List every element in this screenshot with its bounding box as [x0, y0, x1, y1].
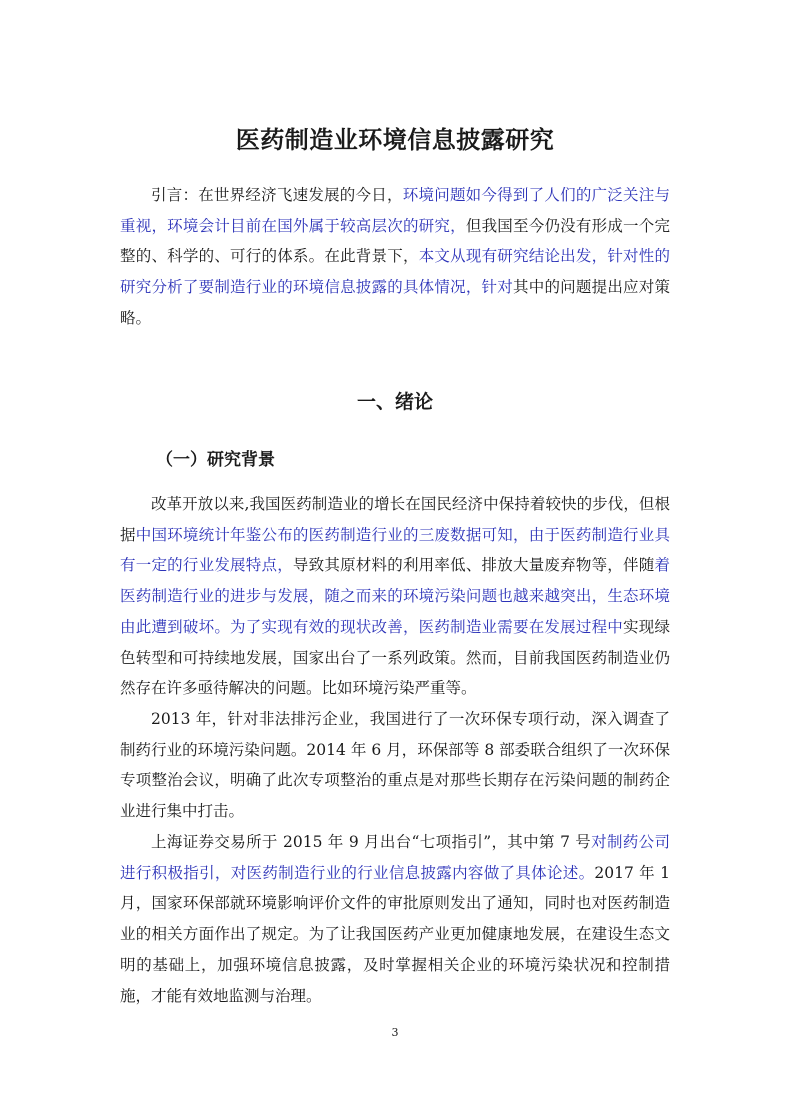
subsection-heading: （一）研究背景 [156, 450, 275, 470]
para1-text-3: 实现绿色转型和可持续地发展，国家出台了一系列政策。然而，目前我国医药制造业仍然存在许多亟待解决的问题。比如环境污染严重等。 [120, 617, 670, 698]
document-title: 医药制造业环境信息披露研究 [235, 126, 555, 154]
para3-highlight-1: 对制药公司进行积极指引，对医药制造行业的行业信息披露内容做了具体论述。 [120, 833, 670, 882]
background-paragraph-2: 2013 年，针对非法排污企业，我国进行了一次环保专项行动，深入调查了制药行业的环境污染问题。2014 年 6 月，环保部等 8 部委联合组织了一次环保专项整治会议，明确了此次专项整治的重点是对那些长期存在污染问题的制药企业进行集中打击。 [120, 710, 670, 821]
page-number: 3 [391, 1026, 399, 1039]
intro-highlight-2: 本文从现有研究结论出发，针对性的研究分析了要制造行业的环境信息披露的具体情况，针对 [120, 247, 670, 297]
section-heading: 一、绪论 [356, 391, 433, 413]
para3-text-2: 2017 年 1 月，国家环保部就环境影响评价文件的审批原则发出了通知，同时也对医药制造业的相关方面作出了规定。为了让我国医药产业更加健康地发展，在建设生态文明的基础上，加强环境信息披露，及时掌握相关企业的环境污染状况和控制措施，才能有效地监测与治理。 [120, 863, 670, 1005]
para1-text-2: 导致其原材料的利用率低、排放大量废弃物等，伴随 [292, 556, 655, 575]
background-paragraph-3 [120, 827, 670, 1011]
para1-highlight-2: 着医药制造行业的进步与发展，随之而来的环境污染问题也越来越突出，生态环境由此遭到破坏。为了实现有效的现状改善，医药制造业需要在发展过程中 [120, 556, 670, 636]
para3-text-1: 上海证券交易所于 2015 年 9 月出台“七项指引”，其中第 7 号 [151, 833, 592, 851]
intro-text-2: 但我国至今仍没有形成一个完整的、科学的、可行的体系。在此背景下， [120, 216, 670, 266]
background-paragraph-1 [120, 489, 670, 704]
intro-paragraph [120, 180, 670, 334]
intro-highlight-1: 环境问题如今得到了人们的广泛关注与重视，环境会计目前在国外属于较高层次的研究， [120, 186, 670, 235]
para1-highlight-1: 中国环境统计年鉴公布的医药制造行业的三废数据可知，由于医药制造行业具有一定的行业发展特点， [120, 525, 670, 575]
intro-text-3: 其中的问题提出应对策略。 [120, 278, 670, 327]
intro-text-1: 引言：在世界经济飞速发展的今日， [151, 186, 403, 204]
para1-text-1: 改革开放以来,我国医药制造业的增长在国民经济中保持着较快的步伐，但根据 [120, 495, 670, 544]
